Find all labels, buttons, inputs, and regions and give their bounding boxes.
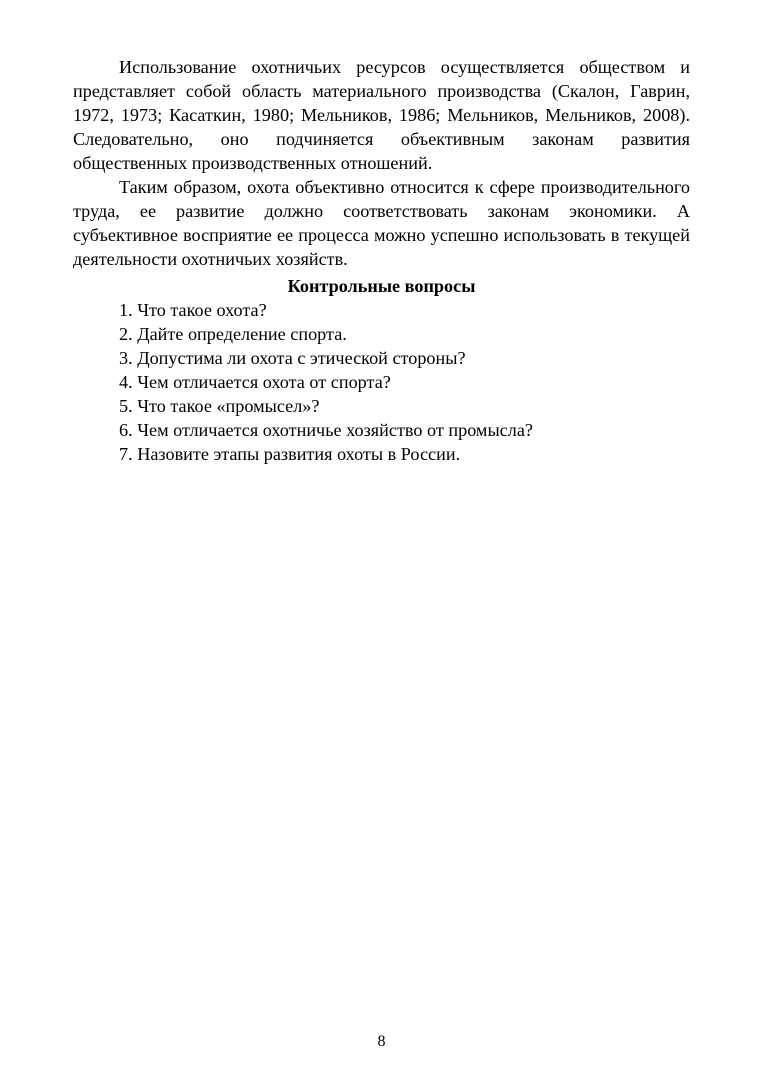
question-item: 7. Назовите этапы развития охоты в России. [119, 444, 461, 464]
question-item: 2. Дайте определение спорта. [119, 324, 347, 344]
question-item: 6. Чем отличается охотничье хозяйство от промысла? [119, 420, 533, 440]
question-item: 3. Допустима ли охота с этической стороны? [119, 348, 466, 368]
body-paragraph: Использование охотничьих ресурсов осуществляется обществом и представляет собой область материального производства (Скалон, Гаврин, 1972, 1973; Касаткин, 1980; Мельников, 1986; Мельников, Мельников, 2008). Следовательно, оно подчиняется объективным законам развития общественных производственных отношений. [73, 57, 690, 173]
questions-list [73, 298, 690, 466]
page-number: 8 [377, 1033, 386, 1050]
question-item: 1. Что такое охота? [119, 300, 267, 320]
question-item: 5. Что такое «промысел»? [119, 396, 320, 416]
questions-heading: Контрольные вопросы [287, 276, 476, 296]
page-content [73, 55, 690, 466]
question-item: 4. Чем отличается охота от спорта? [119, 372, 391, 392]
body-paragraph: Таким образом, охота объективно относится к сфере производительного труда, ее развитие должно соответствовать законам экономики. А субъективное восприятие ее процесса можно успешно использовать в текущей деятельности охотничьих хозяйств. [73, 177, 690, 269]
